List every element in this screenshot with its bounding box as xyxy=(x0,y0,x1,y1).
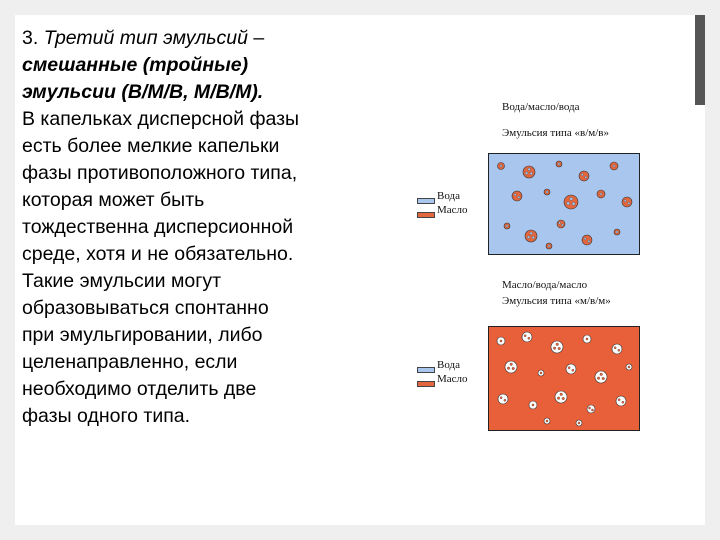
wow-droplet xyxy=(498,163,505,170)
bottom-panel-subtitle: Эмульсия типа «м/в/м» xyxy=(502,295,611,307)
wow-droplet xyxy=(582,235,592,245)
mwm-droplets xyxy=(489,327,639,430)
body-line-1: В капельках дисперсной фазы xyxy=(22,108,300,130)
body-line-9: при эмульгировании, либо xyxy=(22,324,263,346)
mwm-droplet xyxy=(529,401,537,409)
body-line-3: фазы противоположного типа, xyxy=(22,162,298,184)
wow-droplet xyxy=(504,223,510,229)
heading-line-3: эмульсии (В/М/В, М/В/М). xyxy=(22,81,264,103)
body-line-11: необходимо отделить две xyxy=(22,378,257,400)
bottom-panel-title: Масло/вода/масло xyxy=(502,279,588,291)
wow-droplet xyxy=(544,189,550,195)
wow-droplets xyxy=(489,154,639,254)
slide-frame-bottom xyxy=(0,525,720,540)
mwm-droplet xyxy=(522,332,532,342)
wow-droplet xyxy=(556,161,562,167)
slide-frame-right xyxy=(705,0,720,540)
heading-italic: Третий тип эмульсий xyxy=(43,27,248,49)
wow-droplet xyxy=(523,166,535,178)
mwm-droplet xyxy=(505,361,517,373)
wow-droplet xyxy=(512,191,522,201)
top-panel-subtitle: Эмульсия типа «в/м/в» xyxy=(502,127,609,139)
mwm-droplet xyxy=(566,364,576,374)
mwm-droplet xyxy=(551,341,563,353)
legend-water-swatch-top xyxy=(417,198,435,204)
slide-frame-top xyxy=(0,0,720,15)
heading-line-1 xyxy=(22,25,392,52)
legend-oil-swatch-bottom xyxy=(417,381,435,387)
legend-water-label-bottom: Вода xyxy=(437,359,460,371)
mwm-droplet xyxy=(587,405,595,413)
wow-droplet xyxy=(525,230,537,242)
body-line-12: фазы одного типа. xyxy=(22,405,191,427)
mwm-droplet xyxy=(555,391,567,403)
wow-droplet xyxy=(579,171,589,181)
wow-droplet xyxy=(614,229,620,235)
mwm-droplet xyxy=(616,396,626,406)
legend-water-swatch-bottom xyxy=(417,367,435,373)
wow-droplet xyxy=(622,197,632,207)
wow-droplet xyxy=(597,190,605,198)
wow-emulsion-panel xyxy=(488,153,640,255)
mwm-droplet xyxy=(612,344,622,354)
body-line-5: тождественна дисперсионной xyxy=(22,216,294,238)
heading-dash: – xyxy=(247,27,265,49)
legend-oil-label-bottom: Масло xyxy=(437,373,468,385)
slide-accent-bar xyxy=(695,15,705,105)
wow-droplet xyxy=(546,243,552,249)
legend-oil-swatch-top xyxy=(417,212,435,218)
emulsion-figure xyxy=(395,93,687,448)
heading-line-2: смешанные (тройные) xyxy=(22,54,249,76)
body-line-4: которая может быть xyxy=(22,189,205,211)
wow-droplet xyxy=(557,220,565,228)
mwm-emulsion-panel xyxy=(488,326,640,431)
heading-number: 3. xyxy=(22,27,44,49)
body-line-2: есть более мелкие капельки xyxy=(22,135,280,157)
mwm-droplet xyxy=(583,335,591,343)
mwm-droplet xyxy=(497,337,505,345)
body-line-8: образовываться спонтанно xyxy=(22,297,269,319)
slide-frame-left xyxy=(0,0,15,540)
mwm-droplet xyxy=(498,394,508,404)
mwm-droplet xyxy=(576,420,582,426)
mwm-droplet xyxy=(626,364,632,370)
wow-droplet xyxy=(564,195,578,209)
mwm-droplet xyxy=(538,370,544,376)
top-panel-title: Вода/масло/вода xyxy=(502,101,580,113)
legend-oil-label-top: Масло xyxy=(437,204,468,216)
wow-droplet xyxy=(610,162,618,170)
mwm-droplet xyxy=(595,371,607,383)
slide-text xyxy=(22,25,392,430)
legend-water-label-top: Вода xyxy=(437,190,460,202)
body-line-10: целенаправленно, если xyxy=(22,351,238,373)
mwm-droplet xyxy=(544,418,550,424)
body-line-6: среде, хотя и не обязательно. xyxy=(22,243,294,265)
body-line-7: Такие эмульсии могут xyxy=(22,270,221,292)
